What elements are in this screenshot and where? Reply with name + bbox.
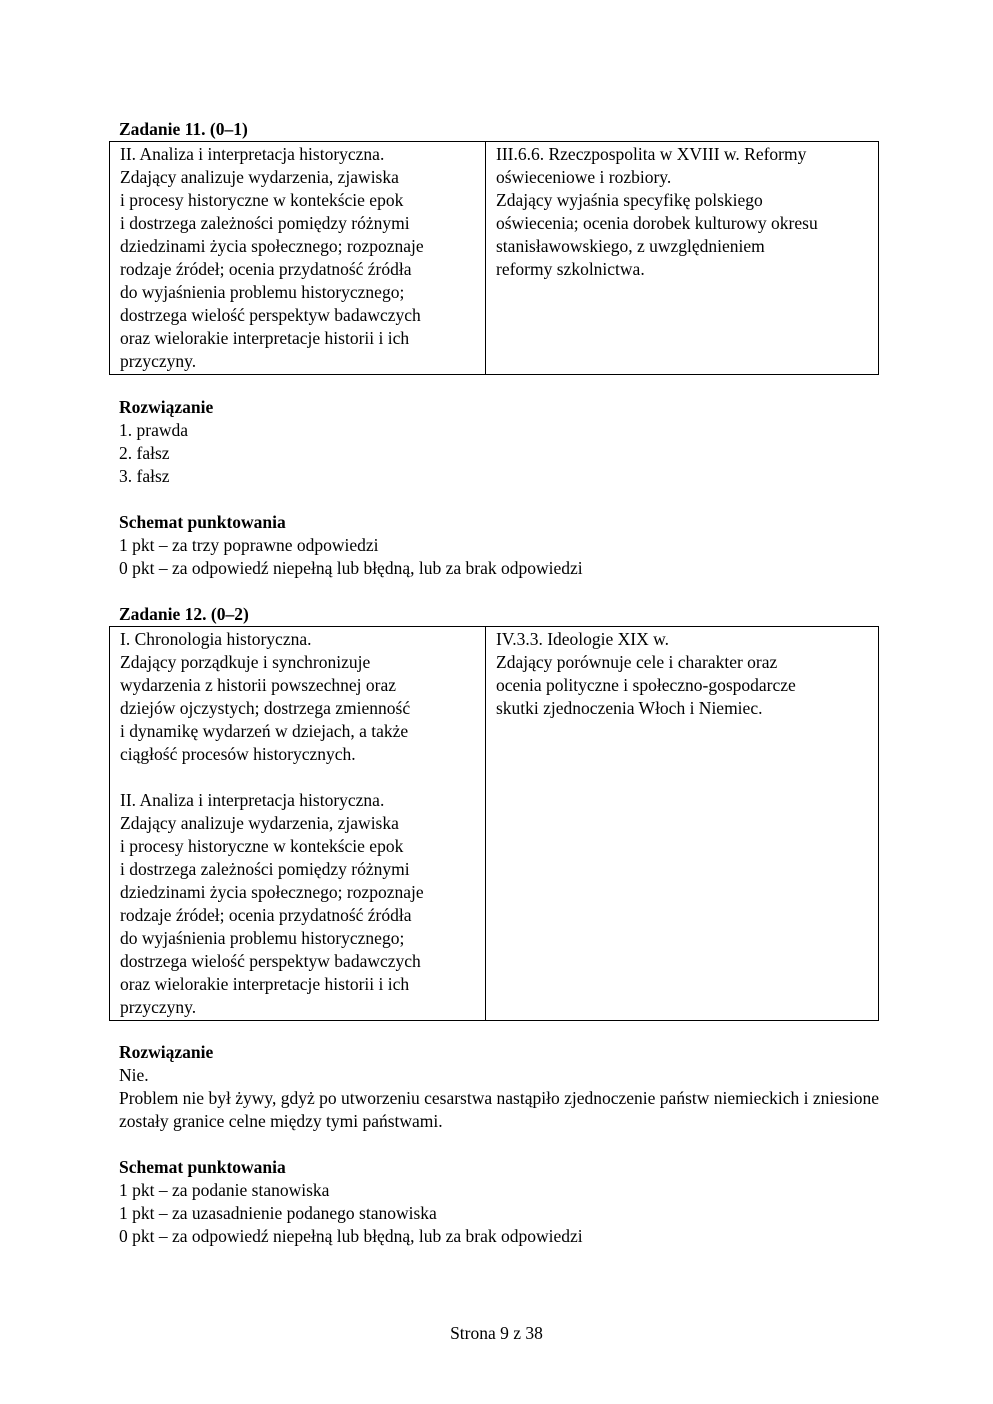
scoring-line: 1 pkt – za uzasadnienie podanego stanowiska — [119, 1203, 437, 1223]
text-line: do wyjaśnienia problemu historycznego; — [120, 282, 405, 302]
task11-requirements-table — [109, 141, 879, 375]
text-line: dziedzinami życia społecznego; rozpoznaje — [120, 236, 424, 256]
page-number: Strona 9 z 38 — [450, 1323, 543, 1343]
solution-line: 3. fałsz — [119, 466, 170, 486]
task12-solution — [119, 1041, 879, 1133]
text-line: przyczyny. — [120, 351, 197, 371]
text-line: Zdający porządkuje i synchronizuje — [120, 652, 371, 672]
solution-answer: Nie. — [119, 1065, 149, 1085]
text-line: wydarzenia z historii powszechnej oraz — [120, 675, 396, 695]
task12-specific-requirement — [486, 627, 879, 1021]
text-line: oświecenia; ocenia dorobek kulturowy okresu — [496, 213, 818, 233]
solution-heading: Rozwiązanie — [119, 397, 214, 417]
text-line: reformy szkolnictwa. — [496, 259, 645, 279]
text-line: dostrzega wielość perspektyw badawczych — [120, 951, 421, 971]
text-line: i dostrzega zależności pomiędzy różnymi — [120, 213, 410, 233]
text-line: I. Chronologia historyczna. — [120, 629, 312, 649]
text-line: do wyjaśnienia problemu historycznego; — [120, 928, 405, 948]
text-line: II. Analiza i interpretacja historyczna. — [120, 144, 385, 164]
task11-general-requirement — [110, 142, 486, 375]
task12-title: Zadanie 12. (0–2) — [119, 604, 249, 624]
task11-scoring — [119, 511, 879, 580]
text-line: rodzaje źródeł; ocenia przydatność źródła — [120, 259, 412, 279]
text-line: skutki zjednoczenia Włoch i Niemiec. — [496, 698, 763, 718]
text-line: IV.3.3. Ideologie XIX w. — [496, 629, 670, 649]
text-line: ciągłość procesów historycznych. — [120, 744, 356, 764]
scoring-heading: Schemat punktowania — [119, 1157, 286, 1177]
task11-title: Zadanie 11. (0–1) — [119, 119, 248, 139]
scoring-heading: Schemat punktowania — [119, 512, 286, 532]
text-line: rodzaje źródeł; ocenia przydatność źródła — [120, 905, 412, 925]
scoring-line: 0 pkt – za odpowiedź niepełną lub błędną, lub za brak odpowiedzi — [119, 558, 583, 578]
task11-specific-requirement — [486, 142, 879, 375]
text-line: stanisławowskiego, z uwzględnieniem — [496, 236, 765, 256]
task12-scoring — [119, 1156, 879, 1248]
text-line: Zdający porównuje cele i charakter oraz — [496, 652, 778, 672]
text-line: oraz wielorakie interpretacje historii i ich — [120, 328, 410, 348]
solution-justification: Problem nie był żywy, gdyż po utworzeniu cesarstwa nastąpiło zjednoczenie państw niemieckich i zniesione zostały granice celne między tymi państwami. — [119, 1088, 879, 1131]
text-line: II. Analiza i interpretacja historyczna. — [120, 790, 385, 810]
text-line: Zdający analizuje wydarzenia, zjawiska — [120, 167, 399, 187]
scoring-line: 0 pkt – za odpowiedź niepełną lub błędną, lub za brak odpowiedzi — [119, 1226, 583, 1246]
scoring-line: 1 pkt – za podanie stanowiska — [119, 1180, 330, 1200]
text-line: i procesy historyczne w kontekście epok — [120, 190, 404, 210]
task12-requirements-table — [109, 626, 879, 1021]
text-line: dziejów ojczystych; dostrzega zmienność — [120, 698, 411, 718]
text-line: Zdający wyjaśnia specyfikę polskiego — [496, 190, 763, 210]
scoring-line: 1 pkt – za trzy poprawne odpowiedzi — [119, 535, 379, 555]
solution-line: 2. fałsz — [119, 443, 170, 463]
paragraph-gap — [120, 766, 476, 789]
text-line: oraz wielorakie interpretacje historii i ich — [120, 974, 410, 994]
text-line: dziedzinami życia społecznego; rozpoznaje — [120, 882, 424, 902]
text-line: ocenia polityczne i społeczno-gospodarcze — [496, 675, 796, 695]
task11-solution — [119, 396, 879, 488]
text-line: oświeceniowe i rozbiory. — [496, 167, 672, 187]
task12-general-requirement — [110, 627, 486, 1021]
solution-line: 1. prawda — [119, 420, 189, 440]
text-line: przyczyny. — [120, 997, 197, 1017]
text-line: i procesy historyczne w kontekście epok — [120, 836, 404, 856]
text-line: dostrzega wielość perspektyw badawczych — [120, 305, 421, 325]
text-line: i dynamikę wydarzeń w dziejach, a także — [120, 721, 409, 741]
solution-heading: Rozwiązanie — [119, 1042, 214, 1062]
text-line: i dostrzega zależności pomiędzy różnymi — [120, 859, 410, 879]
text-line: Zdający analizuje wydarzenia, zjawiska — [120, 813, 399, 833]
text-line: III.6.6. Rzeczpospolita w XVIII w. Reformy — [496, 144, 807, 164]
